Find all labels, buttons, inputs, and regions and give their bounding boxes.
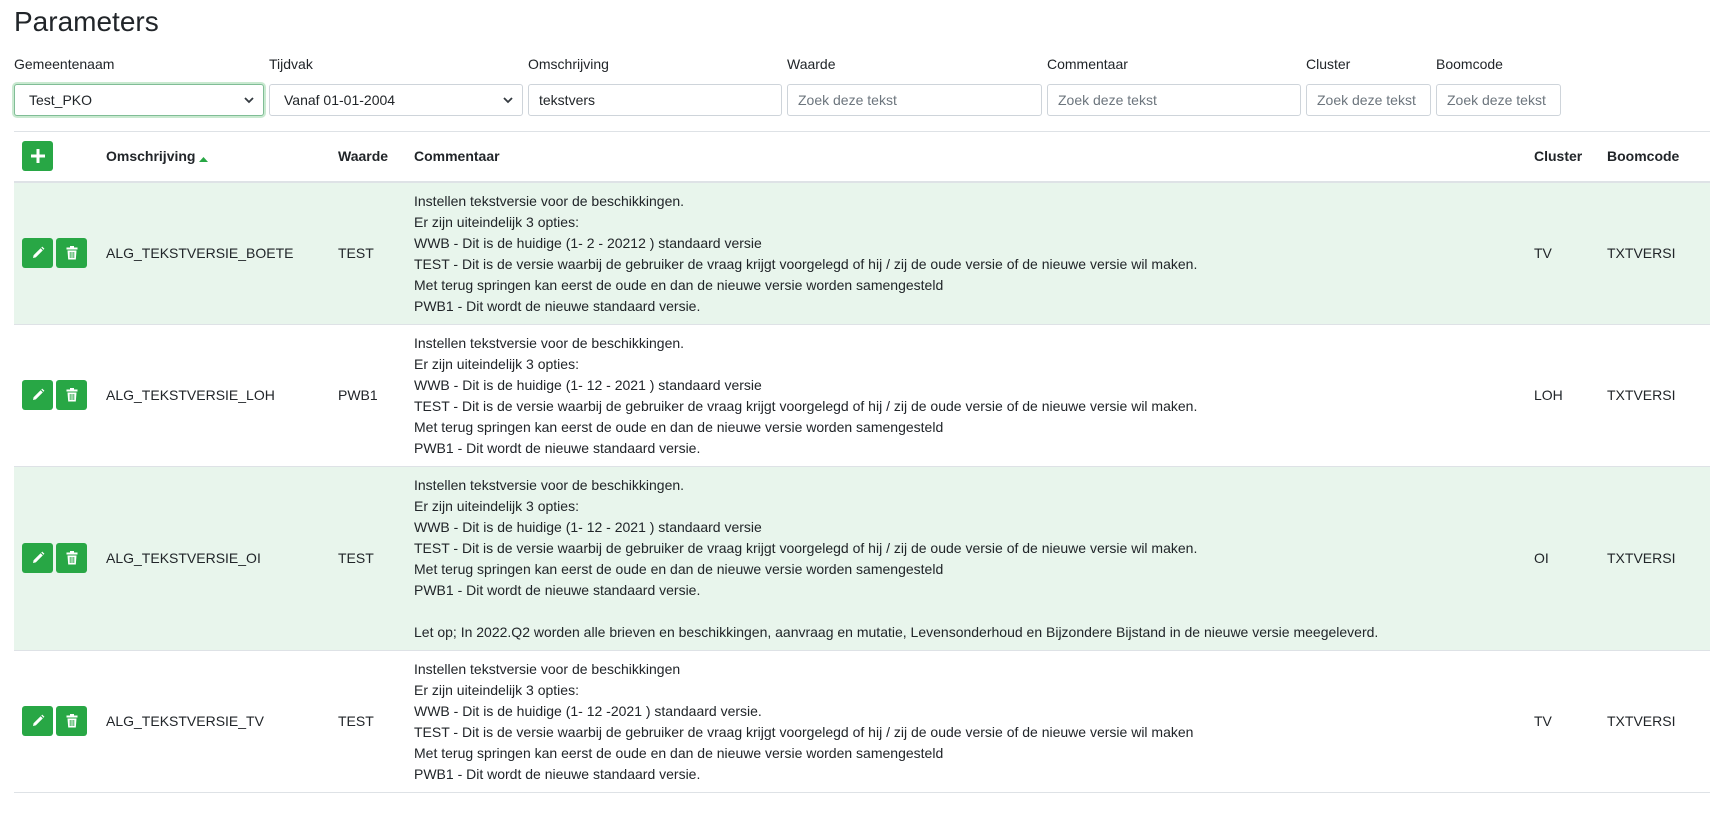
edit-button[interactable] xyxy=(22,706,53,736)
table-body xyxy=(14,182,1710,793)
omschrijving-filter-input[interactable] xyxy=(528,84,782,116)
filter-label-tijdvak: Tijdvak xyxy=(269,56,313,72)
actions-header xyxy=(14,132,98,182)
pencil-icon xyxy=(31,246,45,260)
cell-omschrijving: ALG_TEKSTVERSIE_OI xyxy=(98,466,330,650)
parameters-table-container xyxy=(14,131,1710,793)
pencil-icon xyxy=(31,388,45,402)
cell-cluster: LOH xyxy=(1526,324,1599,466)
comment-line: WWB - Dit is de huidige (1- 12 -2021 ) standaard versie. xyxy=(414,702,762,719)
filter-label-waarde: Waarde xyxy=(787,56,836,72)
filter-labels xyxy=(14,56,1710,76)
cell-cluster: OI xyxy=(1526,466,1599,650)
cell-commentaar xyxy=(406,182,1526,325)
cell-boomcode: TXTVERSI xyxy=(1599,650,1710,792)
edit-button[interactable] xyxy=(22,543,53,573)
cell-commentaar xyxy=(406,324,1526,466)
page-title: Parameters xyxy=(14,6,159,37)
filter-label-omschrijving: Omschrijving xyxy=(528,56,609,72)
cell-waarde: PWB1 xyxy=(330,324,406,466)
gemeentenaam-value: Test_PKO xyxy=(29,92,93,108)
comment-line: Let op; In 2022.Q2 worden alle brieven en beschikkingen, aanvraag en mutatie, Levensonderhoud en Bijzondere Bijstand in de nieuwe versie meegeleverd. xyxy=(414,623,1379,640)
comment-line: PWB1 - Dit wordt de nieuwe standaard versie. xyxy=(414,439,701,456)
commentaar-filter-placeholder: Zoek deze tekst xyxy=(1058,92,1157,108)
comment-line: Instellen tekstversie voor de beschikkingen xyxy=(414,660,681,677)
table-row[interactable] xyxy=(14,324,1710,466)
trash-icon xyxy=(66,388,78,402)
gemeentenaam-select[interactable] xyxy=(14,84,264,116)
filter-label-gemeentenaam: Gemeentenaam xyxy=(14,56,115,72)
trash-icon xyxy=(66,246,78,260)
filter-label-cluster: Cluster xyxy=(1306,56,1351,72)
comment-line xyxy=(414,601,1518,622)
add-button[interactable] xyxy=(22,141,53,171)
cell-cluster: TV xyxy=(1526,650,1599,792)
column-header-waarde[interactable]: Waarde xyxy=(330,132,406,182)
cell-omschrijving: ALG_TEKSTVERSIE_BOETE xyxy=(98,182,330,325)
cell-boomcode: TXTVERSI xyxy=(1599,466,1710,650)
comment-line: Er zijn uiteindelijk 3 opties: xyxy=(414,497,579,514)
column-header-omschrijving[interactable] xyxy=(98,132,330,182)
comment-line: Er zijn uiteindelijk 3 opties: xyxy=(414,681,579,698)
row-actions xyxy=(14,466,98,650)
omschrijving-filter-value: tekstvers xyxy=(539,92,596,108)
comment-line: Met terug springen kan eerst de oude en dan de nieuwe versie worden samengesteld xyxy=(414,276,944,293)
cell-boomcode: TXTVERSI xyxy=(1599,324,1710,466)
table-row[interactable] xyxy=(14,466,1710,650)
comment-line: PWB1 - Dit wordt de nieuwe standaard versie. xyxy=(414,297,701,314)
cell-cluster: TV xyxy=(1526,182,1599,325)
boomcode-filter-input[interactable] xyxy=(1436,84,1561,116)
comment-line: Instellen tekstversie voor de beschikkingen. xyxy=(414,192,685,209)
pencil-icon xyxy=(31,714,45,728)
plus-icon xyxy=(31,149,45,163)
cell-omschrijving: ALG_TEKSTVERSIE_LOH xyxy=(98,324,330,466)
column-header-boomcode[interactable]: Boomcode xyxy=(1599,132,1710,182)
comment-line: Met terug springen kan eerst de oude en dan de nieuwe versie worden samengesteld xyxy=(414,744,944,761)
comment-line: Instellen tekstversie voor de beschikkingen. xyxy=(414,476,685,493)
sort-ascending-icon xyxy=(199,149,208,165)
delete-button[interactable] xyxy=(56,543,87,573)
chevron-down-icon xyxy=(502,94,514,106)
table-header-row xyxy=(14,132,1710,182)
filter-label-commentaar: Commentaar xyxy=(1047,56,1128,72)
comment-line: TEST - Dit is de versie waarbij de gebruiker de vraag krijgt voorgelegd of hij / zij de oude versie of de nieuwe versie wil maken. xyxy=(414,255,1198,272)
cluster-filter-placeholder: Zoek deze tekst xyxy=(1317,92,1416,108)
comment-line: PWB1 - Dit wordt de nieuwe standaard versie. xyxy=(414,581,701,598)
comment-line: Er zijn uiteindelijk 3 opties: xyxy=(414,355,579,372)
filter-label-boomcode: Boomcode xyxy=(1436,56,1503,72)
comment-line: Er zijn uiteindelijk 3 opties: xyxy=(414,213,579,230)
trash-icon xyxy=(66,551,78,565)
cell-boomcode: TXTVERSI xyxy=(1599,182,1710,325)
comment-line: WWB - Dit is de huidige (1- 12 - 2021 ) standaard versie xyxy=(414,376,762,393)
pencil-icon xyxy=(31,551,45,565)
cell-commentaar xyxy=(406,466,1526,650)
trash-icon xyxy=(66,714,78,728)
row-actions xyxy=(14,324,98,466)
comment-line: Met terug springen kan eerst de oude en dan de nieuwe versie worden samengesteld xyxy=(414,418,944,435)
waarde-filter-placeholder: Zoek deze tekst xyxy=(798,92,897,108)
edit-button[interactable] xyxy=(22,238,53,268)
table-row[interactable] xyxy=(14,182,1710,325)
column-header-omschrijving-label: Omschrijving xyxy=(106,147,196,164)
cell-commentaar xyxy=(406,650,1526,792)
tijdvak-value: Vanaf 01-01-2004 xyxy=(284,92,396,108)
comment-line: Met terug springen kan eerst de oude en dan de nieuwe versie worden samengesteld xyxy=(414,560,944,577)
column-header-cluster[interactable]: Cluster xyxy=(1526,132,1599,182)
cell-waarde: TEST xyxy=(330,466,406,650)
chevron-down-icon xyxy=(243,94,255,106)
delete-button[interactable] xyxy=(56,238,87,268)
boomcode-filter-placeholder: Zoek deze tekst xyxy=(1447,92,1546,108)
column-header-commentaar[interactable]: Commentaar xyxy=(406,132,1526,182)
parameters-table xyxy=(14,131,1710,793)
cell-omschrijving: ALG_TEKSTVERSIE_TV xyxy=(98,650,330,792)
cell-waarde: TEST xyxy=(330,650,406,792)
commentaar-filter-input[interactable] xyxy=(1047,84,1301,116)
tijdvak-select[interactable] xyxy=(269,84,523,116)
cell-waarde: TEST xyxy=(330,182,406,325)
comment-line: WWB - Dit is de huidige (1- 12 - 2021 ) standaard versie xyxy=(414,518,762,535)
comment-line: Instellen tekstversie voor de beschikkingen. xyxy=(414,334,685,351)
filter-inputs xyxy=(14,84,1710,118)
filter-bar xyxy=(14,56,1710,108)
comment-line: WWB - Dit is de huidige (1- 2 - 20212 ) standaard versie xyxy=(414,234,762,251)
row-actions xyxy=(14,650,98,792)
comment-line: PWB1 - Dit wordt de nieuwe standaard versie. xyxy=(414,765,701,782)
delete-button[interactable] xyxy=(56,706,87,736)
comment-line: TEST - Dit is de versie waarbij de gebruiker de vraag krijgt voorgelegd of hij / zij de oude versie of de nieuwe versie wil maken. xyxy=(414,539,1198,556)
delete-button[interactable] xyxy=(56,380,87,410)
waarde-filter-input[interactable] xyxy=(787,84,1042,116)
comment-line: TEST - Dit is de versie waarbij de gebruiker de vraag krijgt voorgelegd of hij / zij de oude versie of de nieuwe versie wil maken. xyxy=(414,397,1198,414)
edit-button[interactable] xyxy=(22,380,53,410)
table-row[interactable] xyxy=(14,650,1710,792)
cluster-filter-input[interactable] xyxy=(1306,84,1431,116)
comment-line: TEST - Dit is de versie waarbij de gebruiker de vraag krijgt voorgelegd of hij / zij de oude versie of de nieuwe versie wil maken xyxy=(414,723,1194,740)
row-actions xyxy=(14,182,98,325)
